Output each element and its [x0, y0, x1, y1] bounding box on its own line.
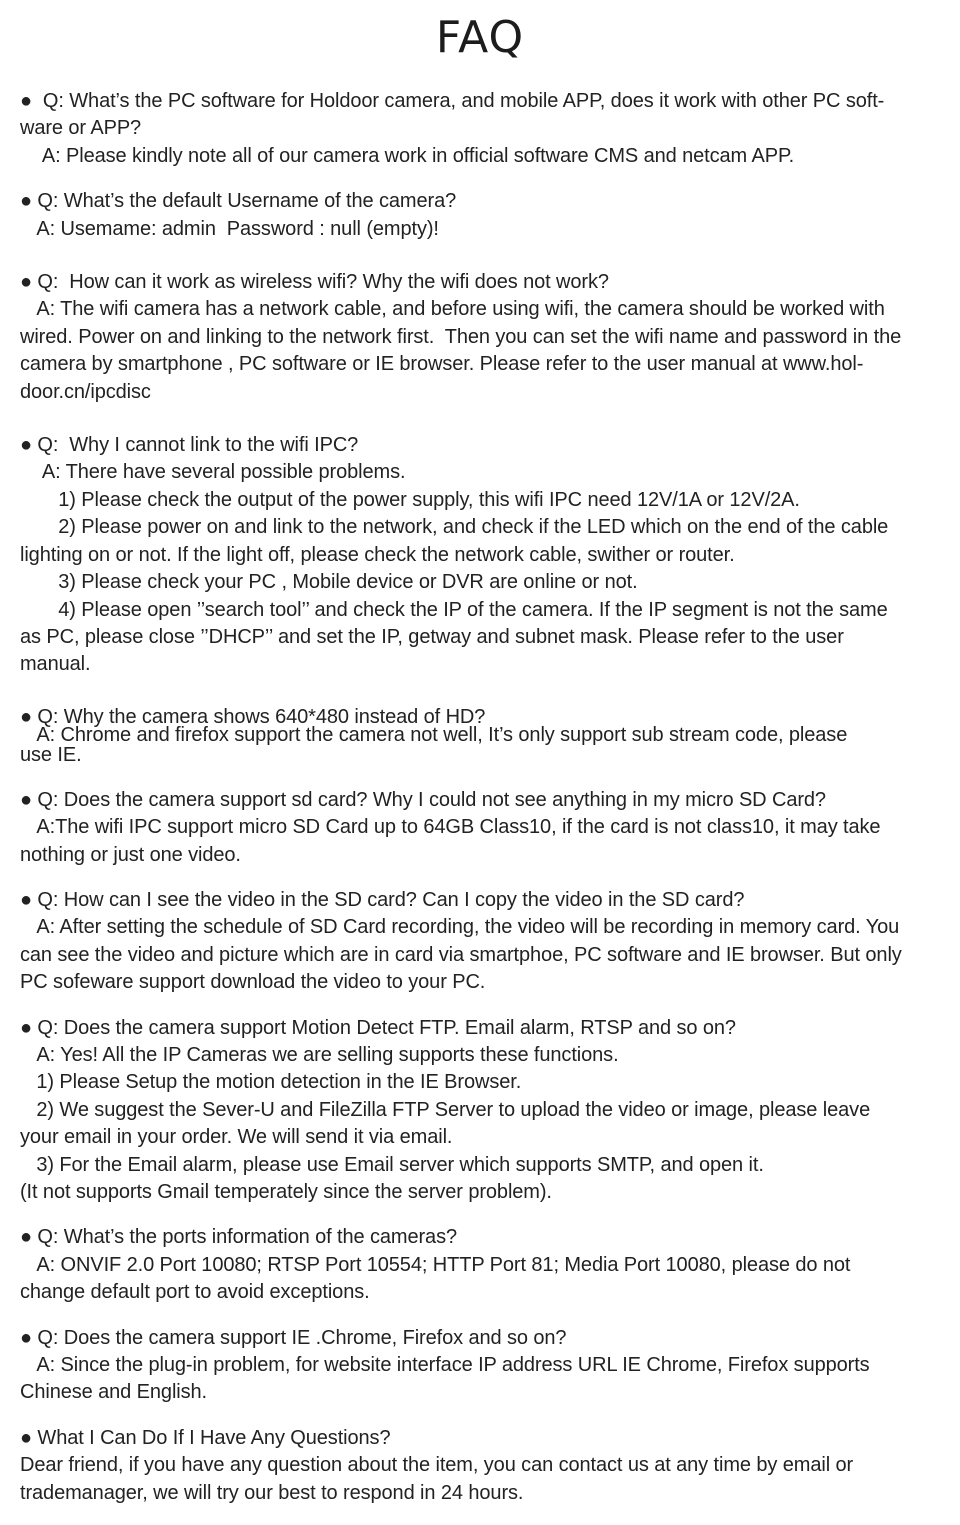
faq-answer: A: Chrome and firefox support the camera not well, It’s only support sub stream code, please use IE.	[20, 723, 848, 766]
faq-answer: A: Since the plug-in problem, for website interface IP address URL IE Chrome, Firefox supports Chinese and English.	[20, 1354, 870, 1404]
faq-item	[20, 88, 942, 170]
faq-item	[20, 1425, 942, 1507]
faq-answer: A: Please kindly note all of our camera work in official software CMS and netcam APP.	[20, 144, 795, 167]
faq-question: ● Q: Does the camera support IE .Chrome, Firefox and so on?	[20, 1326, 567, 1349]
faq-item	[20, 432, 942, 679]
faq-answer: A: Yes! All the IP Cameras we are selling supports these functions. 1) Please Setup the motion detection in the IE Browser. 2) We suggest the Sever-U and FileZilla FTP Server to upload the video or image, please leave your email in your order. We will send it via email. 3) For the Email alarm, please use Email server which supports SMTP, and open it. (It not supports Gmail temperately since the server problem).	[20, 1043, 871, 1203]
faq-item	[20, 269, 942, 406]
faq-question: ● Q: How can I see the video in the SD card? Can I copy the video in the SD card?	[20, 888, 745, 911]
faq-item	[20, 188, 942, 243]
faq-question: ● What I Can Do If I Have Any Questions?	[20, 1426, 391, 1449]
faq-item	[20, 707, 942, 765]
faq-question: ● Q: Why I cannot link to the wifi IPC?	[20, 434, 359, 457]
faq-question: ● Q: What’s the ports information of the cameras?	[20, 1226, 458, 1249]
faq-question: ● Q: What’s the default Username of the camera?	[20, 190, 457, 213]
faq-answer: A: ONVIF 2.0 Port 10080; RTSP Port 10554; HTTP Port 81; Media Port 10080, please do not change default port to avoid exceptions.	[20, 1253, 851, 1304]
faq-answer: A: After setting the schedule of SD Card recording, the video will be recording in memory card. You can see the video and picture which are in card via smartphoe, PC software and IE browser. But only PC sofeware support download the video to your PC.	[20, 916, 902, 994]
faq-item	[20, 887, 942, 997]
faq-question: ● Q: What’s the PC software for Holdoor camera, and mobile APP, does it work with other PC soft- ware or APP?	[20, 90, 885, 140]
faq-answer: A: The wifi camera has a network cable, and before using wifi, the camera should be worked with wired. Power on and linking to the network first. Then you can set the wifi name and password in the camera by smartphone , PC software or IE browser. Please refer to the user manual at www.hol- door.cn/ipcdisc	[20, 298, 902, 403]
faq-question: ● Q: Why the camera shows 640*480 instead of HD?	[20, 705, 486, 728]
faq-list	[20, 88, 942, 1525]
faq-item	[20, 1015, 942, 1207]
faq-item	[20, 787, 942, 869]
faq-answer: A: Usemame: admin Password : null (empty)!	[20, 217, 439, 240]
faq-answer: A:The wifi IPC support micro SD Card up to 64GB Class10, if the card is not class10, it may take nothing or just one video.	[20, 816, 881, 866]
page-title: FAQ	[435, 12, 525, 63]
faq-item	[20, 1325, 942, 1407]
faq-question: ● Q: Does the camera support sd card? Why I could not see anything in my micro SD Card?	[20, 788, 826, 811]
faq-answer: A: There have several possible problems. 1) Please check the output of the power supply, this wifi IPC need 12V/1A or 12V/2A. 2) Please power on and link to the network, and check if the LED which on the end of the cable lighting on or not. If the light off, please check the network cable, swither or router. 3) Please check your PC , Mobile device or DVR are online or not. 4) Please open ’’search tool’’ and check the IP of the camera. If the IP segment is not the same as PC, please close ’’DHCP’’ and set the IP, getway and subnet mask. Please refer to the user manual.	[20, 461, 889, 676]
faq-item	[20, 1224, 942, 1306]
faq-answer: Dear friend, if you have any question about the item, you can contact us at any time by email or trademanager, we will try our best to respond in 24 hours.	[20, 1454, 854, 1504]
faq-question: ● Q: Does the camera support Motion Detect FTP. Email alarm, RTSP and so on?	[20, 1016, 736, 1039]
faq-question: ● Q: How can it work as wireless wifi? Why the wifi does not work?	[20, 271, 609, 294]
